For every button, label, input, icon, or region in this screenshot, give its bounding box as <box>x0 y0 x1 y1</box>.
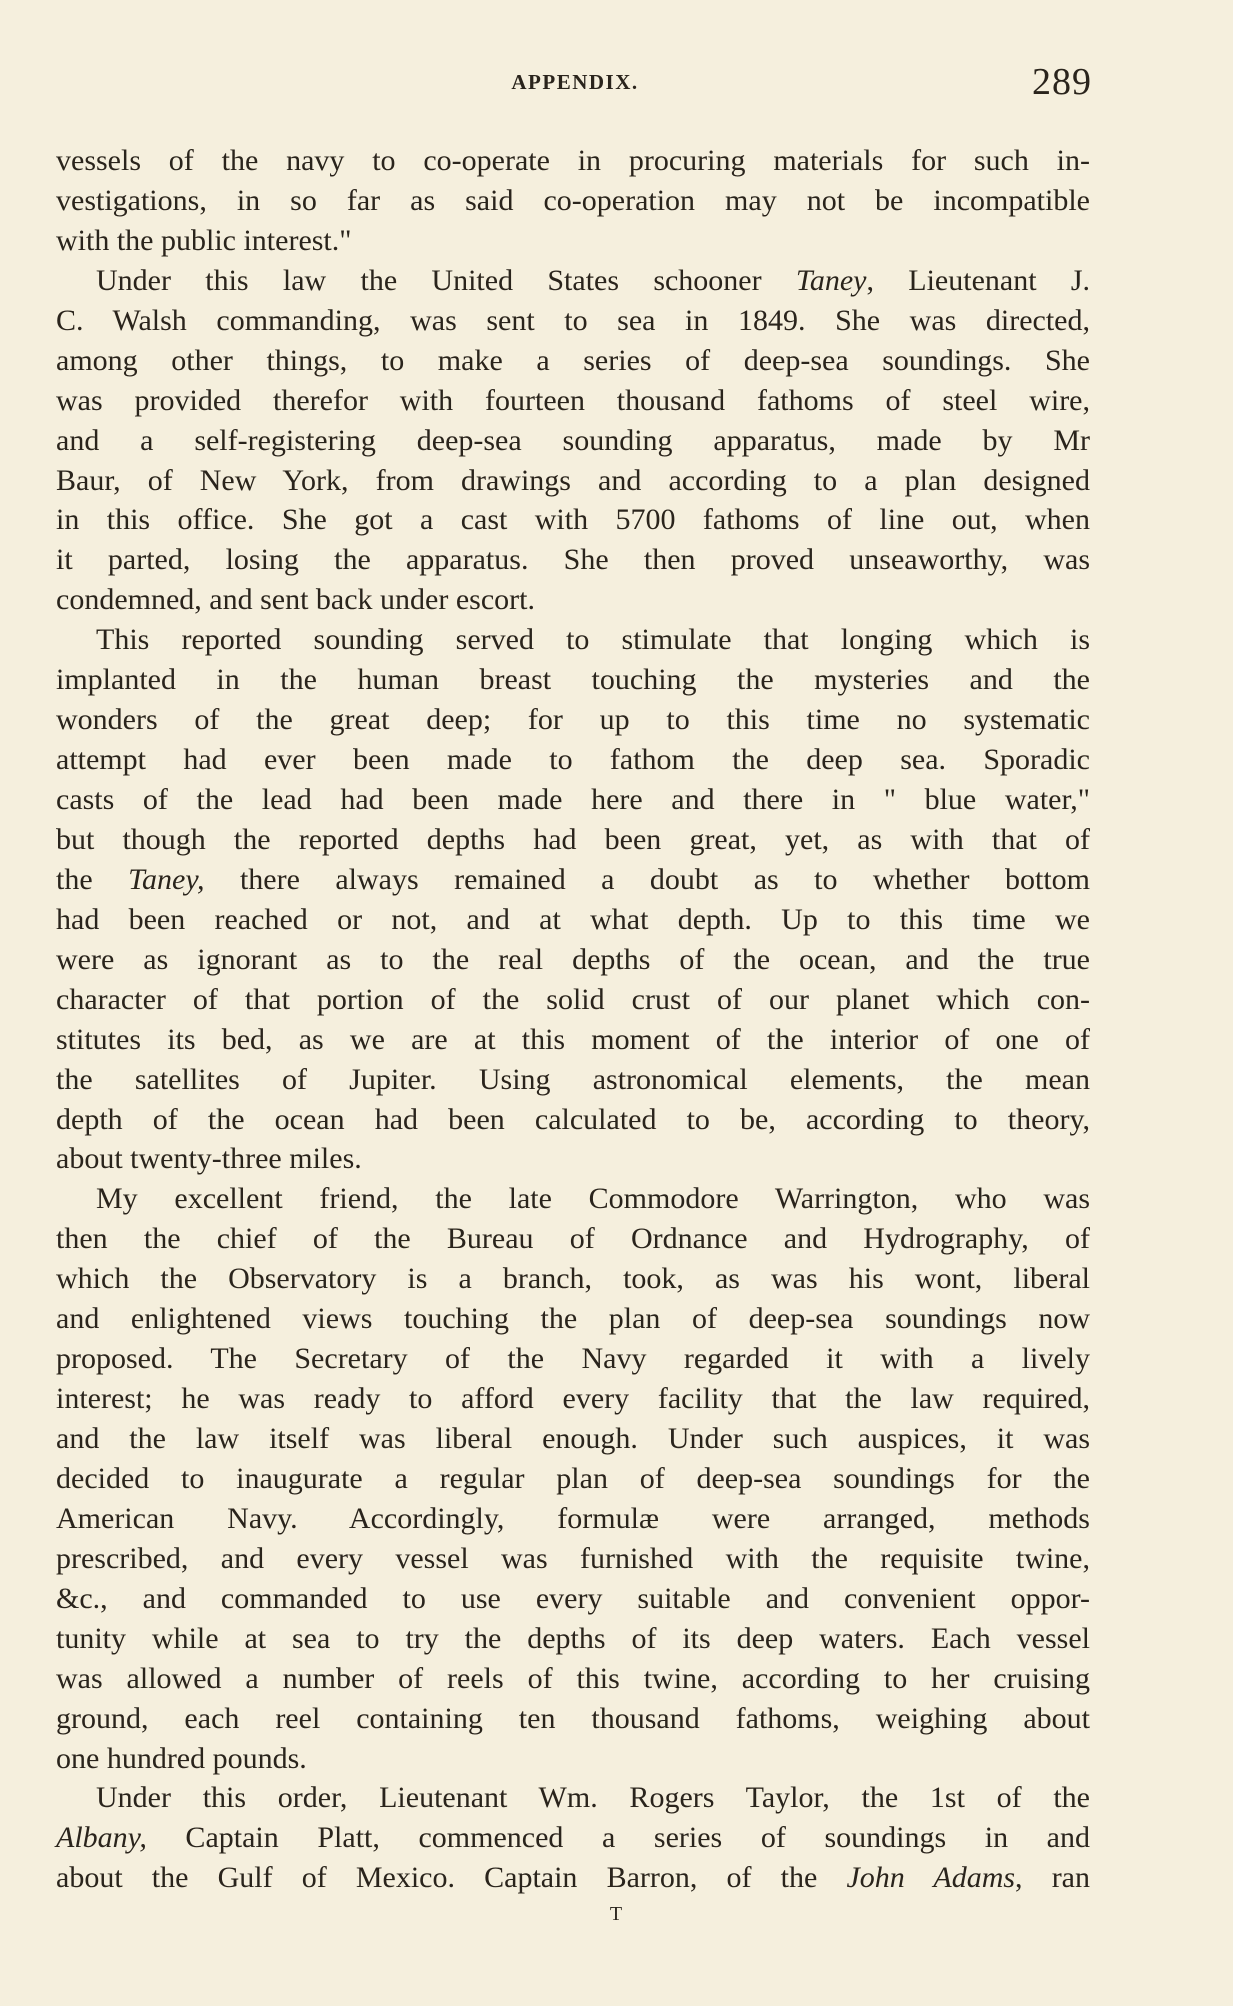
text-line: C. Walsh commanding, was sent to sea in 1849. She was directed, <box>56 303 1090 337</box>
text-line: and the law itself was liberal enough. Under such auspices, it was <box>56 1422 1090 1455</box>
text-line: interest; he was ready to afford every facility that the law required, <box>56 1382 1090 1416</box>
text-line: had been reached or not, and at what depth. Up to this time we <box>56 902 1090 936</box>
italic-name: Albany, <box>56 1821 147 1855</box>
text-line: tunity while at sea to try the depths of its deep waters. Each vessel <box>56 1621 1090 1655</box>
text-line: American Navy. Accordingly, formulæ were arranged, methods <box>56 1501 1090 1535</box>
text-line: it parted, losing the apparatus. She then proved unseaworthy, was <box>56 543 1090 577</box>
text-line: depth of the ocean had been calculated to be, according to theory, <box>56 1102 1090 1136</box>
text-line: Albany, Captain Platt, commenced a series of soundings in and <box>56 1821 1090 1855</box>
text-line: prescribed, and every vessel was furnished with the requisite twine, <box>56 1541 1090 1575</box>
text-line: ground, each reel containing ten thousand fathoms, weighing about <box>56 1701 1090 1735</box>
running-title: APPENDIX. <box>511 70 639 94</box>
text-line: wonders of the great deep; for up to this time no systematic <box>56 703 1090 737</box>
body-text <box>56 141 1090 1898</box>
text-line: but though the reported depths had been great, yet, as with that of <box>56 822 1090 856</box>
text-line: This reported sounding served to stimulate that longing which is <box>96 623 1090 657</box>
text-line: decided to inaugurate a regular plan of deep-sea soundings for the <box>56 1461 1090 1495</box>
text-line: casts of the lead had been made here and there in " blue water," <box>56 783 1090 816</box>
page-number: 289 <box>1032 61 1092 103</box>
text-line: one hundred pounds. <box>56 1741 307 1775</box>
italic-name: Taney, <box>128 862 205 896</box>
text-line: and enlightened views touching the plan of deep-sea soundings now <box>56 1302 1090 1336</box>
text-line: and a self-registering deep-sea sounding apparatus, made by Mr <box>56 423 1090 457</box>
text-line: character of that portion of the solid crust of our planet which con- <box>56 982 1090 1016</box>
text-line: vessels of the navy to co-operate in procuring materials for such in- <box>56 144 1090 177</box>
text-line: Under this order, Lieutenant Wm. Rogers Taylor, the 1st of the <box>96 1781 1090 1815</box>
text-line: among other things, to make a series of deep-sea soundings. She <box>56 343 1090 377</box>
signature-mark: T <box>609 1903 624 1925</box>
text-line: was allowed a number of reels of this twine, according to her cruising <box>56 1661 1090 1695</box>
text-line: with the public interest." <box>56 223 352 257</box>
text-line: My excellent friend, the late Commodore Warrington, who was <box>96 1182 1090 1216</box>
italic-name: Taney <box>795 263 867 297</box>
text-line: about the Gulf of Mexico. Captain Barron, of the John Adams, ran <box>56 1861 1090 1895</box>
text-line: condemned, and sent back under escort. <box>56 583 535 617</box>
text-line: was provided therefor with fourteen thousand fathoms of steel wire, <box>56 383 1090 417</box>
text-line: about twenty-three miles. <box>56 1142 362 1176</box>
text-line: then the chief of the Bureau of Ordnance and Hydrography, of <box>56 1222 1090 1256</box>
italic-name: John Adams <box>846 1861 1016 1895</box>
text-line: attempt had ever been made to fathom the deep sea. Sporadic <box>56 743 1090 777</box>
text-line: vestigations, in so far as said co-operation may not be incompatible <box>56 183 1090 217</box>
text-line: stitutes its bed, as we are at this moment of the interior of one of <box>56 1022 1090 1056</box>
text-line: which the Observatory is a branch, took, as was his wont, liberal <box>56 1262 1090 1296</box>
text-line: the satellites of Jupiter. Using astronomical elements, the mean <box>56 1062 1090 1096</box>
text-line: Under this law the United States schooner Taney, Lieutenant J. <box>96 263 1090 297</box>
text-line: the Taney, there always remained a doubt as to whether bottom <box>56 862 1090 896</box>
text-line: &c., and commanded to use every suitable and convenient oppor- <box>56 1581 1090 1615</box>
text-line: were as ignorant as to the real depths of the ocean, and the true <box>56 942 1090 976</box>
text-line: proposed. The Secretary of the Navy regarded it with a lively <box>56 1342 1090 1376</box>
text-line: in this office. She got a cast with 5700 fathoms of line out, when <box>56 503 1090 537</box>
text-line: Baur, of New York, from drawings and according to a plan designed <box>56 463 1090 497</box>
text-line: implanted in the human breast touching the mysteries and the <box>56 663 1090 697</box>
running-head <box>58 61 1092 104</box>
